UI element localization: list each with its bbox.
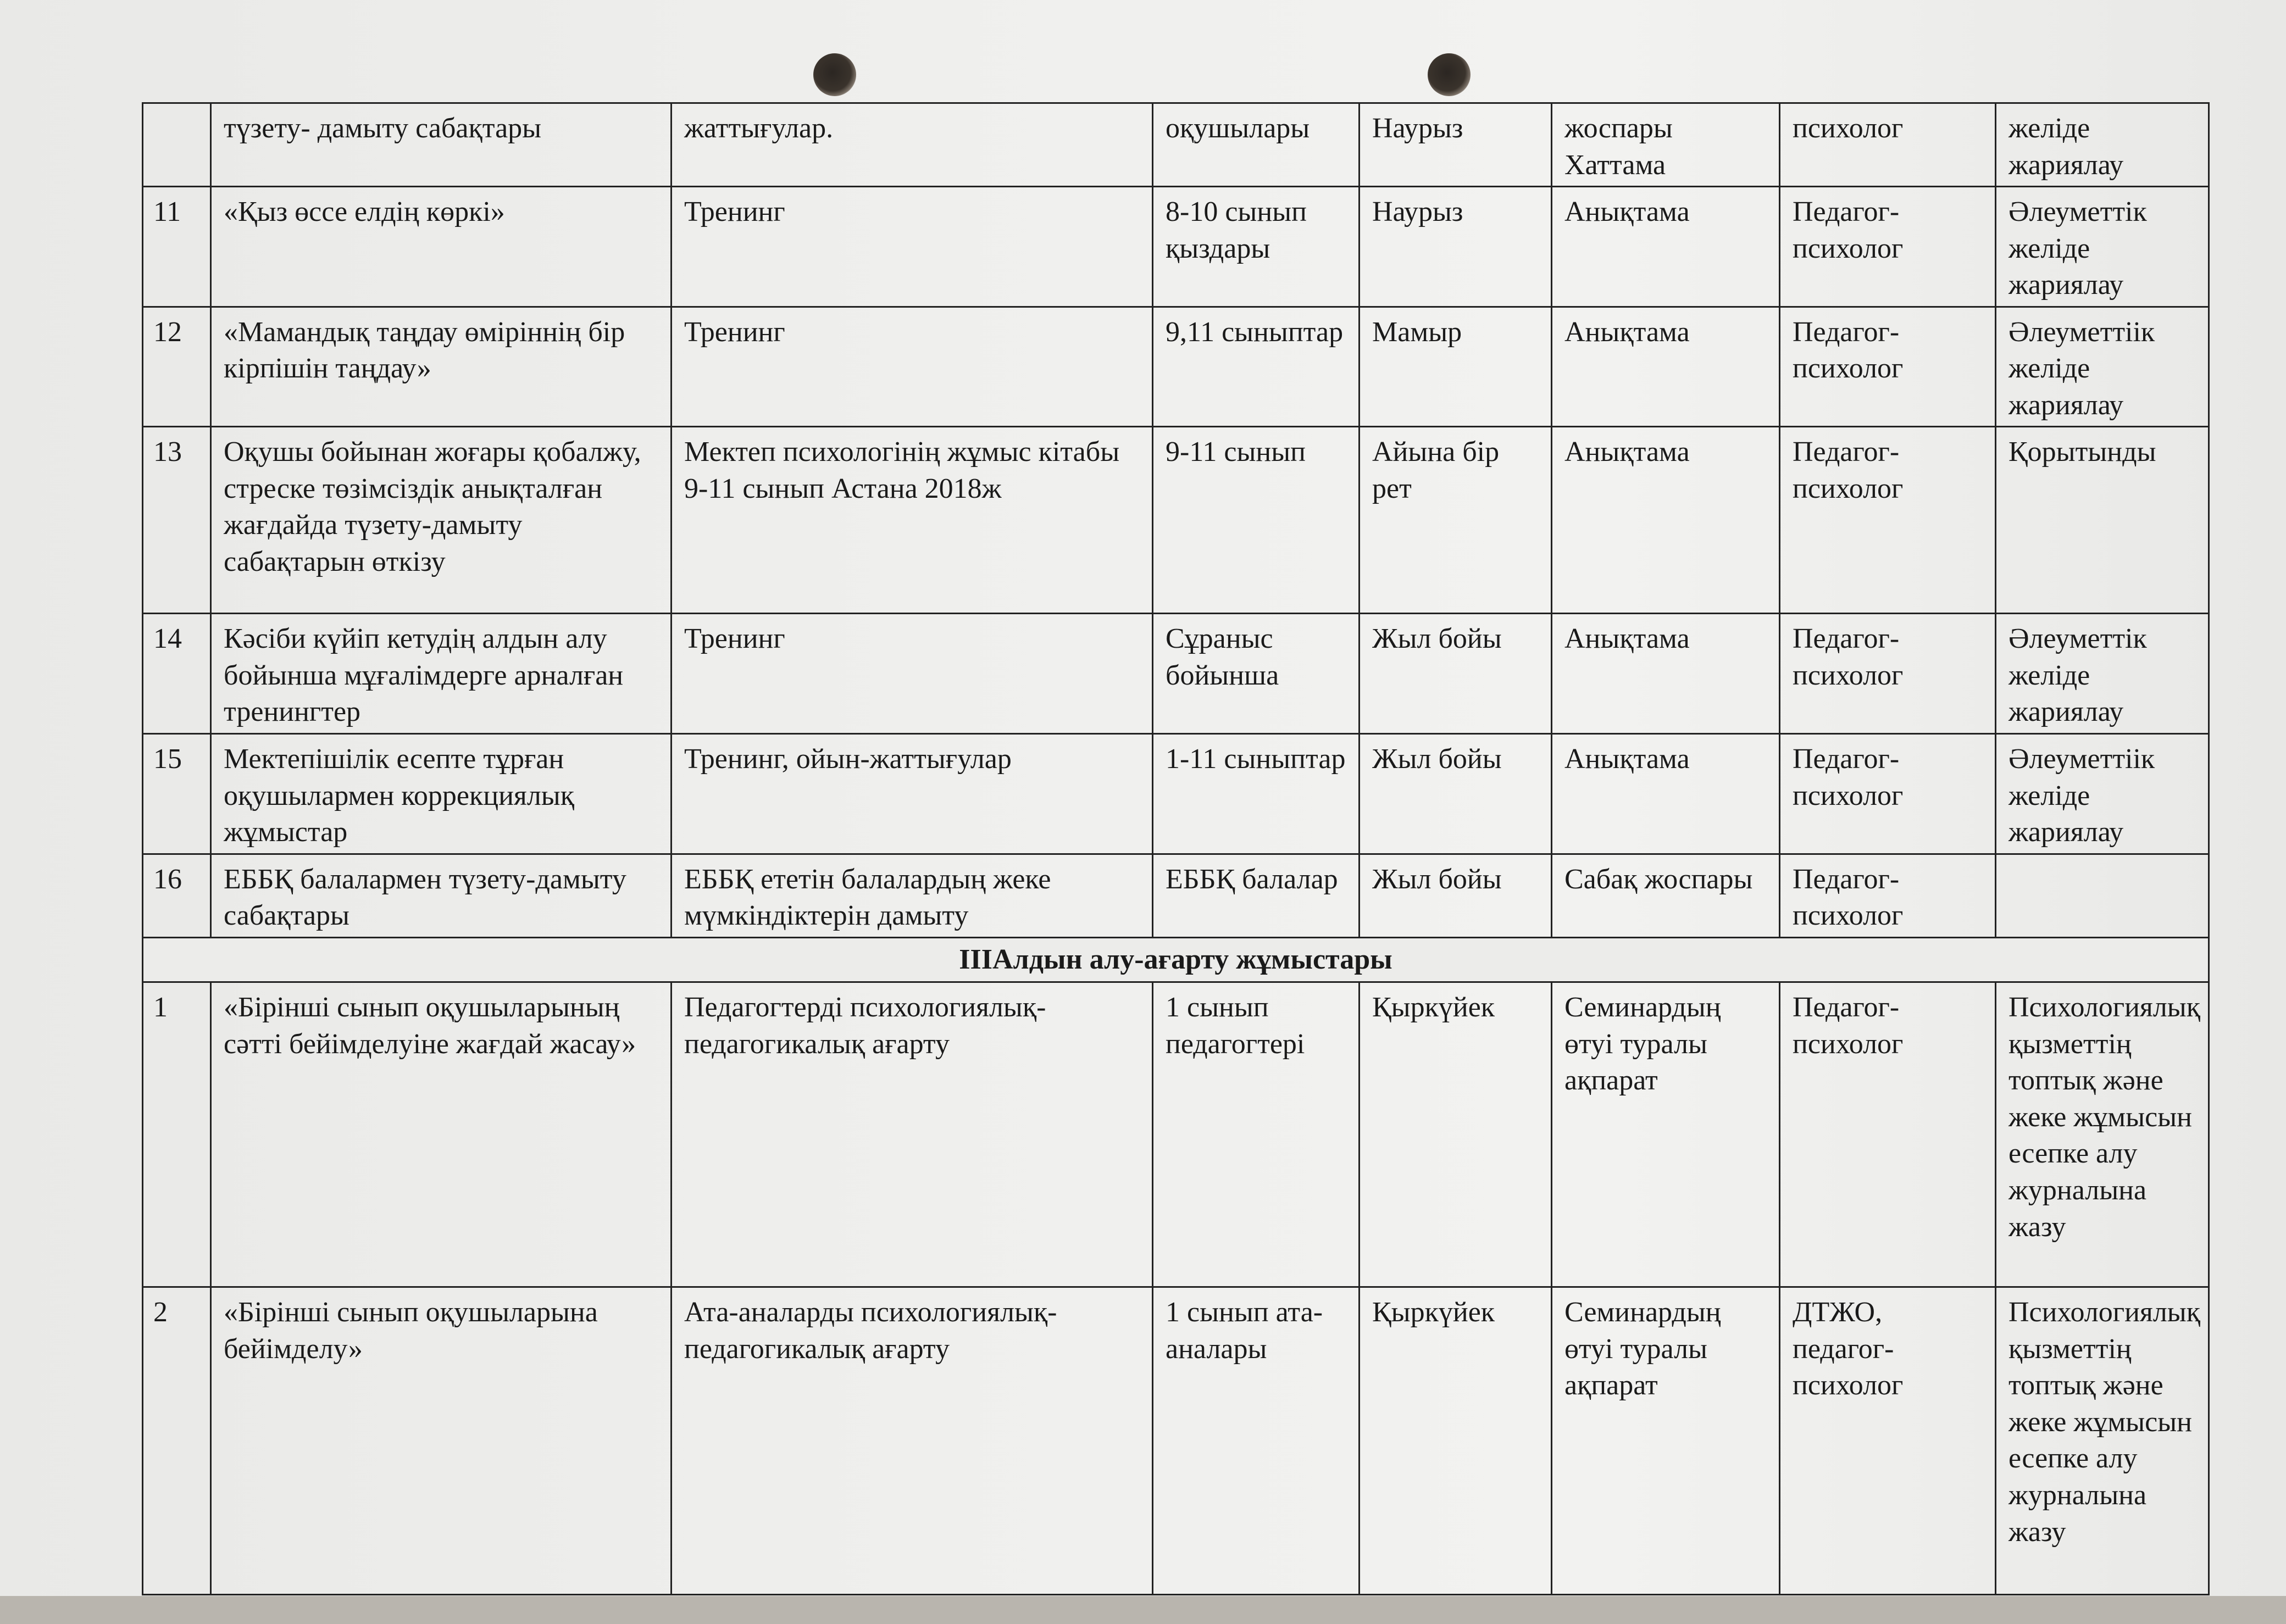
row-date: Қыркүйек [1360,1287,1552,1595]
row-result: Анықтама [1552,734,1780,854]
row-note: желіде жариялау [1996,103,2209,187]
row-result: Семинардың өтуі туралы ақпарат [1552,982,1780,1287]
row-responsible: Педагог-психолог [1780,982,1996,1287]
row-responsible: Педагог-психолог [1780,427,1996,614]
punch-hole-right [1428,53,1471,96]
row-number [143,103,211,187]
row-topic: «Мамандық таңдау өміріннің бір кірпішін таңдау» [211,307,672,427]
table-row [143,427,2209,614]
row-note: Әлеуметтіік желіде жариялау [1996,734,2209,854]
row-number: 2 [143,1287,211,1595]
row-participants: Сұраныс бойынша [1153,614,1360,734]
table-row [143,187,2209,307]
row-form: Тренинг [672,187,1153,307]
row-responsible: ДТЖО, педагог-психолог [1780,1287,1996,1595]
row-participants: 8-10 сынып қыздары [1153,187,1360,307]
row-date: Қыркүйек [1360,982,1552,1287]
row-form: Тренинг [672,307,1153,427]
row-date: Наурыз [1360,187,1552,307]
row-result: Анықтама [1552,307,1780,427]
row-result: Анықтама [1552,614,1780,734]
table-row [143,307,2209,427]
row-form: Педагогтерді психологиялық-педагогикалық ағарту [672,982,1153,1287]
table-row [143,103,2209,187]
row-participants: ЕББҚ балалар [1153,854,1360,937]
row-note: Психологиялық қызметтің топтық және жеке жұмысын есепке алу журналына жазу [1996,1287,2209,1595]
table-row [143,854,2209,937]
row-number: 13 [143,427,211,614]
row-date: Жыл бойы [1360,614,1552,734]
table-row [143,734,2209,854]
row-participants: 1 сынып педагогтері [1153,982,1360,1287]
desk-surface [0,1596,2286,1624]
row-responsible: Педагог-психолог [1780,854,1996,937]
row-number: 11 [143,187,211,307]
table-row [143,614,2209,734]
row-form: Тренинг [672,614,1153,734]
row-topic: Мектепішілік есепте тұрған оқушылармен коррекциялық жұмыстар [211,734,672,854]
row-result: Сабақ жоспары [1552,854,1780,937]
row-number: 14 [143,614,211,734]
row-responsible: Педагог-психолог [1780,614,1996,734]
row-number: 1 [143,982,211,1287]
row-result: Семинардың өтуі туралы ақпарат [1552,1287,1780,1595]
row-responsible: психолог [1780,103,1996,187]
row-topic: «Бірінші сынып оқушыларының сәтті бейімделуіне жағдай жасау» [211,982,672,1287]
row-responsible: Педагог-психолог [1780,307,1996,427]
row-form: ЕББҚ ететін балалардың жеке мүмкіндіктерін дамыту [672,854,1153,937]
row-note: Қорытынды [1996,427,2209,614]
row-number: 12 [143,307,211,427]
row-note [1996,854,2209,937]
row-participants: 9-11 сынып [1153,427,1360,614]
row-form: Ата-аналарды психологиялық-педагогикалық ағарту [672,1287,1153,1595]
row-topic: «Бірінші сынып оқушыларына бейімделу» [211,1287,672,1595]
row-note: Әлеуметтік желіде жариялау [1996,614,2209,734]
row-topic: ЕББҚ балалармен түзету-дамыту сабақтары [211,854,672,937]
row-date: Жыл бойы [1360,734,1552,854]
section-title: IIIАлдын алу-ағарту жұмыстары [143,937,2209,982]
row-participants: оқушылары [1153,103,1360,187]
table-row [143,982,2209,1287]
row-number: 16 [143,854,211,937]
row-result: Анықтама [1552,427,1780,614]
row-date: Айына бір рет [1360,427,1552,614]
row-topic: «Қыз өссе елдің көркі» [211,187,672,307]
row-form: Тренинг, ойын-жаттығулар [672,734,1153,854]
row-topic: Кәсіби күйіп кетудің алдын алу бойынша мұғалімдерге арналған тренингтер [211,614,672,734]
row-date: Наурыз [1360,103,1552,187]
row-result: Анықтама [1552,187,1780,307]
punch-hole-left [813,53,856,96]
row-topic: түзету- дамыту сабақтары [211,103,672,187]
row-participants: 1-11 сыныптар [1153,734,1360,854]
row-note: Әлеуметтіік желіде жариялау [1996,307,2209,427]
row-responsible: Педагог-психолог [1780,187,1996,307]
row-note: Психологиялық қызметтің топтық және жеке жұмысын есепке алу журналына жазу [1996,982,2209,1287]
row-participants: 1 сынып ата-аналары [1153,1287,1360,1595]
table-row [143,1287,2209,1595]
row-form: Мектеп психологінің жұмыс кітабы 9-11 сынып Астана 2018ж [672,427,1153,614]
row-date: Мамыр [1360,307,1552,427]
row-participants: 9,11 сыныптар [1153,307,1360,427]
section-header-row [143,937,2209,982]
row-date: Жыл бойы [1360,854,1552,937]
row-topic: Оқушы бойынан жоғары қобалжу, стреске төзімсіздік анықталған жағдайда түзету-дамыту сабақтарын өткізу [211,427,672,614]
work-plan-table [142,102,2210,1595]
row-result: жоспары Хаттама [1552,103,1780,187]
row-form: жаттығулар. [672,103,1153,187]
row-number: 15 [143,734,211,854]
row-note: Әлеуметтік желіде жариялау [1996,187,2209,307]
row-responsible: Педагог-психолог [1780,734,1996,854]
